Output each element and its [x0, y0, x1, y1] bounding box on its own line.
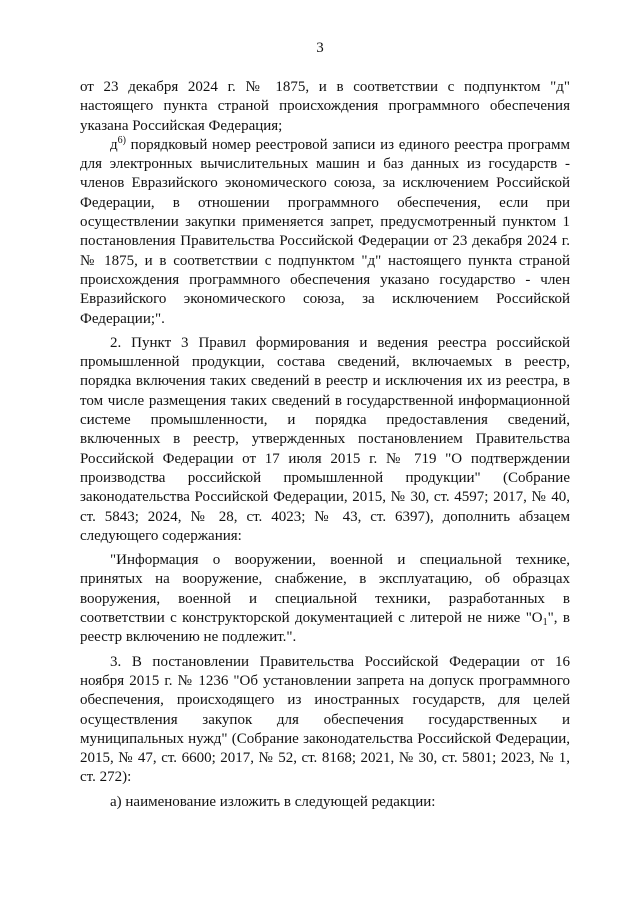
paragraph-subitem-a: а) наименование изложить в следующей редакции: — [110, 793, 436, 810]
document-body — [80, 78, 570, 812]
subitem-text: порядковый номер реестровой записи из единого реестра программ для электронных вычислительных машин и баз данных из государств - членов Евразийского экономического союза, за исключением Российской Федерации, в отношении программного обеспечения, если при осуществлении закупки применяется запрет, предусмотренный пунктом 1 постановления Правительства Российской Федерации от 23 декабря 2024 г. № 1875, и в соответствии с подпунктом "д" настоящего пункта страной происхождения программного обеспечения указано государство - член Евразийского экономического союза, за исключением Российской Федерации;". — [80, 136, 570, 327]
quote-subscript: 1 — [542, 617, 548, 629]
paragraph-item-2: 2. Пункт 3 Правил формирования и ведения реестра российской промышленной продукции, состава сведений, включаемых в реестр, порядка включения таких сведений в реестр и исключения их из реестра, в том числе размещения таких сведений в государственной информационной системе промышленности, и порядка предоставления сведений, включенных в реестр, утвержденных постановлением Правительства Российской Федерации от 17 июля 2015 г. № 719 "О подтверждении производства российской промышленной продукции" (Собрание законодательства Российской Федерации, 2015, № 30, ст. 4597; 2017, № 40, ст. 5843; 2024, № 28, ст. 4023; № 43, ст. 6397), дополнить абзацем следующего содержания: — [80, 334, 570, 544]
quote-text: "Информация о вооружении, военной и специальной технике, принятых на вооружение, снабжение, в эксплуатацию, об образцах вооружения, военной и специальной техники, разработанных в соответствии с конструкторской документацией с литерой не ниже "О — [80, 552, 570, 627]
paragraph-quote — [80, 551, 570, 647]
paragraph-item-3: 3. В постановлении Правительства Российской Федерации от 16 ноября 2015 г. № 1236 "Об установлении запрета на допуск программного обеспечения, происходящего из иностранных государств, для целей осуществления закупок для обеспечения государственных и муниципальных нужд" (Собрание законодательства Российской Федерации, 2015, № 47, ст. 6600; 2017, № 52, ст. 8168; 2021, № 30, ст. 5801; 2023, № 1, ст. 272): — [80, 653, 570, 786]
paragraph-continuation: от 23 декабря 2024 г. № 1875, и в соответствии с подпунктом "д" настоящего пункта страной происхождения программного обеспечения указана Российская Федерация; — [80, 79, 570, 134]
paragraph-subitem-d6 — [80, 136, 570, 329]
quote-tail: ", в реестр включению не подлежит.". — [80, 610, 570, 646]
subitem-superscript: 6) — [117, 134, 126, 146]
subitem-letter: д — [110, 136, 118, 153]
page-number: 3 — [316, 40, 324, 56]
